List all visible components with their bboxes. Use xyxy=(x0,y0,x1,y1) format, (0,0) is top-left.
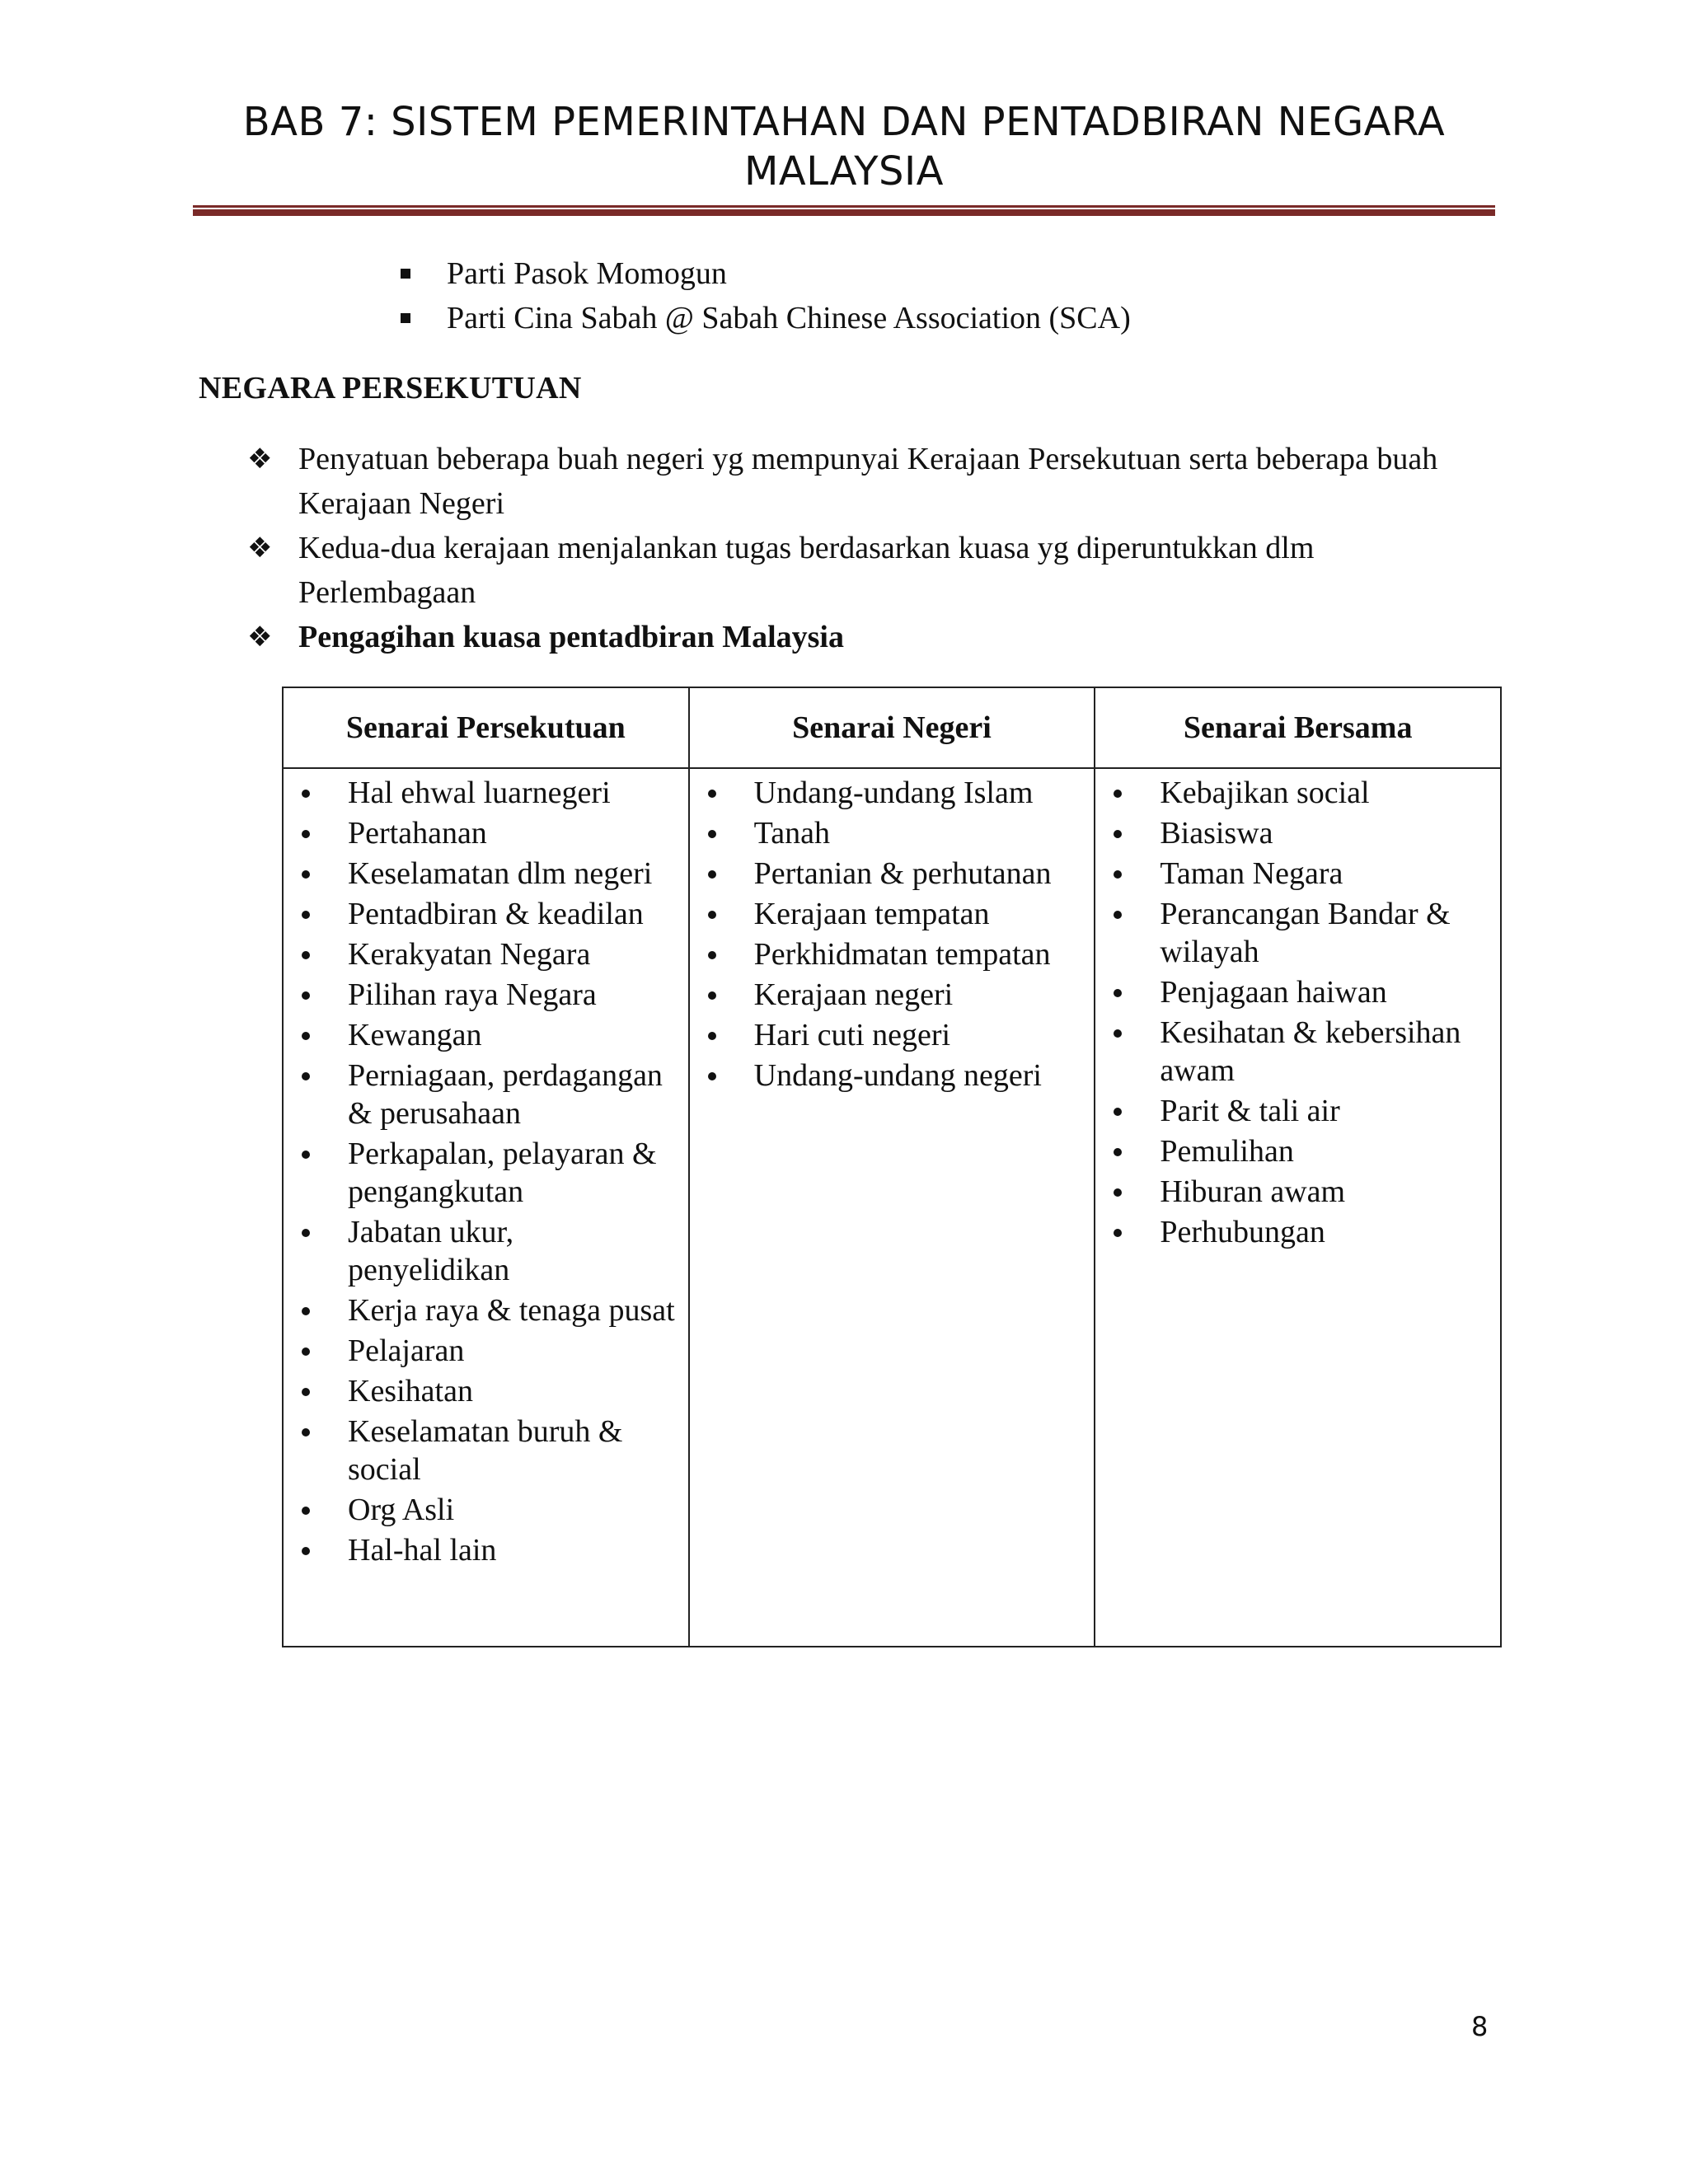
header-title-line-1: BAB 7: SISTEM PEMERINTAHAN DAN PENTADBIRAN NEGARA xyxy=(242,99,1446,145)
table-cell xyxy=(283,768,689,1647)
header-rule xyxy=(193,205,1495,215)
item-text: Biasiswa xyxy=(1160,816,1273,851)
header-rule-thin xyxy=(193,205,1495,208)
list-item xyxy=(284,895,688,933)
item-text: Kerajaan negeri xyxy=(753,977,954,1012)
state-list xyxy=(690,774,1095,1094)
list-item xyxy=(690,976,1095,1014)
list-item xyxy=(284,1016,688,1054)
bullet-icon xyxy=(302,1151,310,1159)
bullet-icon xyxy=(1114,870,1122,879)
item-text: Pemulihan xyxy=(1160,1134,1294,1169)
bullet-icon xyxy=(1114,1108,1122,1116)
bullet-icon xyxy=(302,1229,310,1237)
list-item xyxy=(396,296,1131,340)
list-item xyxy=(1095,855,1500,893)
list-item xyxy=(284,1213,688,1289)
list-item xyxy=(247,437,1451,526)
column-header: Senarai Bersama xyxy=(1095,687,1501,768)
concurrent-list xyxy=(1095,774,1500,1251)
bullet-icon xyxy=(302,991,310,1000)
list-item xyxy=(1095,973,1500,1011)
power-distribution-table xyxy=(282,687,1502,1647)
list-item xyxy=(1095,774,1500,812)
list-item xyxy=(690,895,1095,933)
list-item xyxy=(247,615,1451,659)
bullet-icon xyxy=(1114,989,1122,997)
item-text: Keselamatan dlm negeri xyxy=(348,856,653,891)
diamond-bullet-icon: ❖ xyxy=(247,443,273,476)
table-row xyxy=(283,768,1501,1647)
item-text: Kesihatan & kebersihan awam xyxy=(1160,1015,1461,1088)
list-item xyxy=(284,1135,688,1211)
item-text: Perniagaan, perdagangan & perusahaan xyxy=(348,1058,663,1131)
list-item xyxy=(1095,1173,1500,1211)
bullet-icon xyxy=(708,1032,716,1040)
item-text: Perancangan Bandar & wilayah xyxy=(1160,897,1451,969)
item-text: Penjagaan haiwan xyxy=(1160,975,1387,1010)
bullet-icon xyxy=(1114,1229,1122,1237)
list-item xyxy=(1095,814,1500,852)
item-text: Kerja raya & tenaga pusat xyxy=(348,1293,675,1328)
section-heading: NEGARA PERSEKUTUAN xyxy=(199,371,582,405)
item-text: Perkhidmatan tempatan xyxy=(753,937,1051,972)
list-item xyxy=(690,855,1095,893)
point-text: Pengagihan kuasa pentadbiran Malaysia xyxy=(298,620,844,654)
item-text: Kesihatan xyxy=(348,1374,473,1408)
diamond-bullet-icon: ❖ xyxy=(247,532,273,565)
bullet-icon xyxy=(302,1507,310,1515)
item-text: Tanah xyxy=(753,816,830,851)
item-text: Org Asli xyxy=(348,1493,455,1527)
bullet-icon xyxy=(708,911,716,919)
item-text: Kewangan xyxy=(348,1018,482,1052)
federal-list xyxy=(284,774,688,1569)
list-item xyxy=(396,251,1131,296)
page-number: 8 xyxy=(1471,2011,1489,2042)
list-item xyxy=(284,976,688,1014)
bullet-icon xyxy=(302,830,310,838)
list-item xyxy=(284,1291,688,1329)
party-name: Parti Cina Sabah @ Sabah Chinese Association (SCA) xyxy=(447,301,1131,335)
table-cell xyxy=(689,768,1095,1647)
bullet-icon xyxy=(708,991,716,1000)
list-item xyxy=(284,935,688,973)
party-list xyxy=(396,251,1131,340)
item-text: Pelajaran xyxy=(348,1333,465,1368)
item-text: Kebajikan social xyxy=(1160,776,1370,810)
bullet-icon xyxy=(302,790,310,798)
bullet-icon xyxy=(302,951,310,959)
table-header-row xyxy=(283,687,1501,768)
bullet-icon xyxy=(302,1307,310,1315)
bullet-icon xyxy=(1114,830,1122,838)
bullet-icon xyxy=(1114,1029,1122,1038)
list-item xyxy=(690,774,1095,812)
list-item xyxy=(284,814,688,852)
point-text: Penyatuan beberapa buah negeri yg mempunyai Kerajaan Persekutuan serta beberapa buah Kerajaan Negeri xyxy=(298,442,1438,521)
bullet-icon xyxy=(1114,1188,1122,1197)
bullet-icon xyxy=(708,870,716,879)
list-item xyxy=(284,855,688,893)
list-item xyxy=(1095,1213,1500,1251)
bullet-icon xyxy=(302,870,310,879)
party-name: Parti Pasok Momogun xyxy=(447,256,727,291)
list-item xyxy=(284,1332,688,1370)
point-text: Kedua-dua kerajaan menjalankan tugas berdasarkan kuasa yg diperuntukkan dlm Perlembagaan xyxy=(298,531,1315,610)
item-text: Perkapalan, pelayaran & pengangkutan xyxy=(348,1137,657,1209)
list-item xyxy=(284,1491,688,1529)
list-item xyxy=(284,774,688,812)
item-text: Hal ehwal luarnegeri xyxy=(348,776,611,810)
item-text: Kerajaan tempatan xyxy=(753,897,990,931)
section-points xyxy=(247,437,1451,659)
item-text: Pertahanan xyxy=(348,816,487,851)
list-item xyxy=(284,1372,688,1410)
item-text: Undang-undang Islam xyxy=(753,776,1034,810)
list-item xyxy=(284,1413,688,1488)
bullet-icon xyxy=(708,951,716,959)
bullet-icon xyxy=(302,1347,310,1356)
list-item xyxy=(1095,895,1500,971)
table-cell xyxy=(1095,768,1501,1647)
bullet-icon xyxy=(708,830,716,838)
list-item xyxy=(690,1057,1095,1094)
diamond-bullet-icon: ❖ xyxy=(247,621,273,654)
bullet-icon xyxy=(302,911,310,919)
bullet-icon xyxy=(302,1388,310,1396)
header-rule-thick xyxy=(193,209,1495,216)
bullet-icon xyxy=(1114,790,1122,798)
list-item xyxy=(690,814,1095,852)
list-item xyxy=(1095,1132,1500,1170)
column-header: Senarai Persekutuan xyxy=(283,687,689,768)
item-text: Jabatan ukur, penyelidikan xyxy=(348,1215,514,1287)
item-text: Pentadbiran & keadilan xyxy=(348,897,644,931)
bullet-icon xyxy=(1114,1148,1122,1156)
item-text: Keselamatan buruh & social xyxy=(348,1414,623,1487)
item-text: Hal-hal lain xyxy=(348,1533,497,1568)
bullet-icon xyxy=(302,1547,310,1555)
column-header: Senarai Negeri xyxy=(689,687,1095,768)
list-item xyxy=(690,935,1095,973)
bullet-icon xyxy=(302,1072,310,1080)
list-item xyxy=(284,1531,688,1569)
square-bullet-icon xyxy=(401,269,410,279)
list-item xyxy=(284,1057,688,1132)
list-item xyxy=(247,526,1451,615)
item-text: Pilihan raya Negara xyxy=(348,977,597,1012)
bullet-icon xyxy=(708,790,716,798)
list-item xyxy=(1095,1014,1500,1090)
item-text: Taman Negara xyxy=(1160,856,1343,891)
list-item xyxy=(690,1016,1095,1054)
bullet-icon xyxy=(302,1032,310,1040)
item-text: Perhubungan xyxy=(1160,1215,1325,1249)
bullet-icon xyxy=(302,1428,310,1436)
square-bullet-icon xyxy=(401,313,410,323)
bullet-icon xyxy=(708,1072,716,1080)
item-text: Hari cuti negeri xyxy=(753,1018,951,1052)
item-text: Kerakyatan Negara xyxy=(348,937,591,972)
header-title-line-2: MALAYSIA xyxy=(744,148,944,194)
bullet-icon xyxy=(1114,911,1122,919)
item-text: Parit & tali air xyxy=(1160,1094,1340,1128)
item-text: Undang-undang negeri xyxy=(753,1058,1042,1093)
page-header xyxy=(193,97,1495,196)
list-item xyxy=(1095,1092,1500,1130)
item-text: Pertanian & perhutanan xyxy=(753,856,1052,891)
item-text: Hiburan awam xyxy=(1160,1174,1346,1209)
